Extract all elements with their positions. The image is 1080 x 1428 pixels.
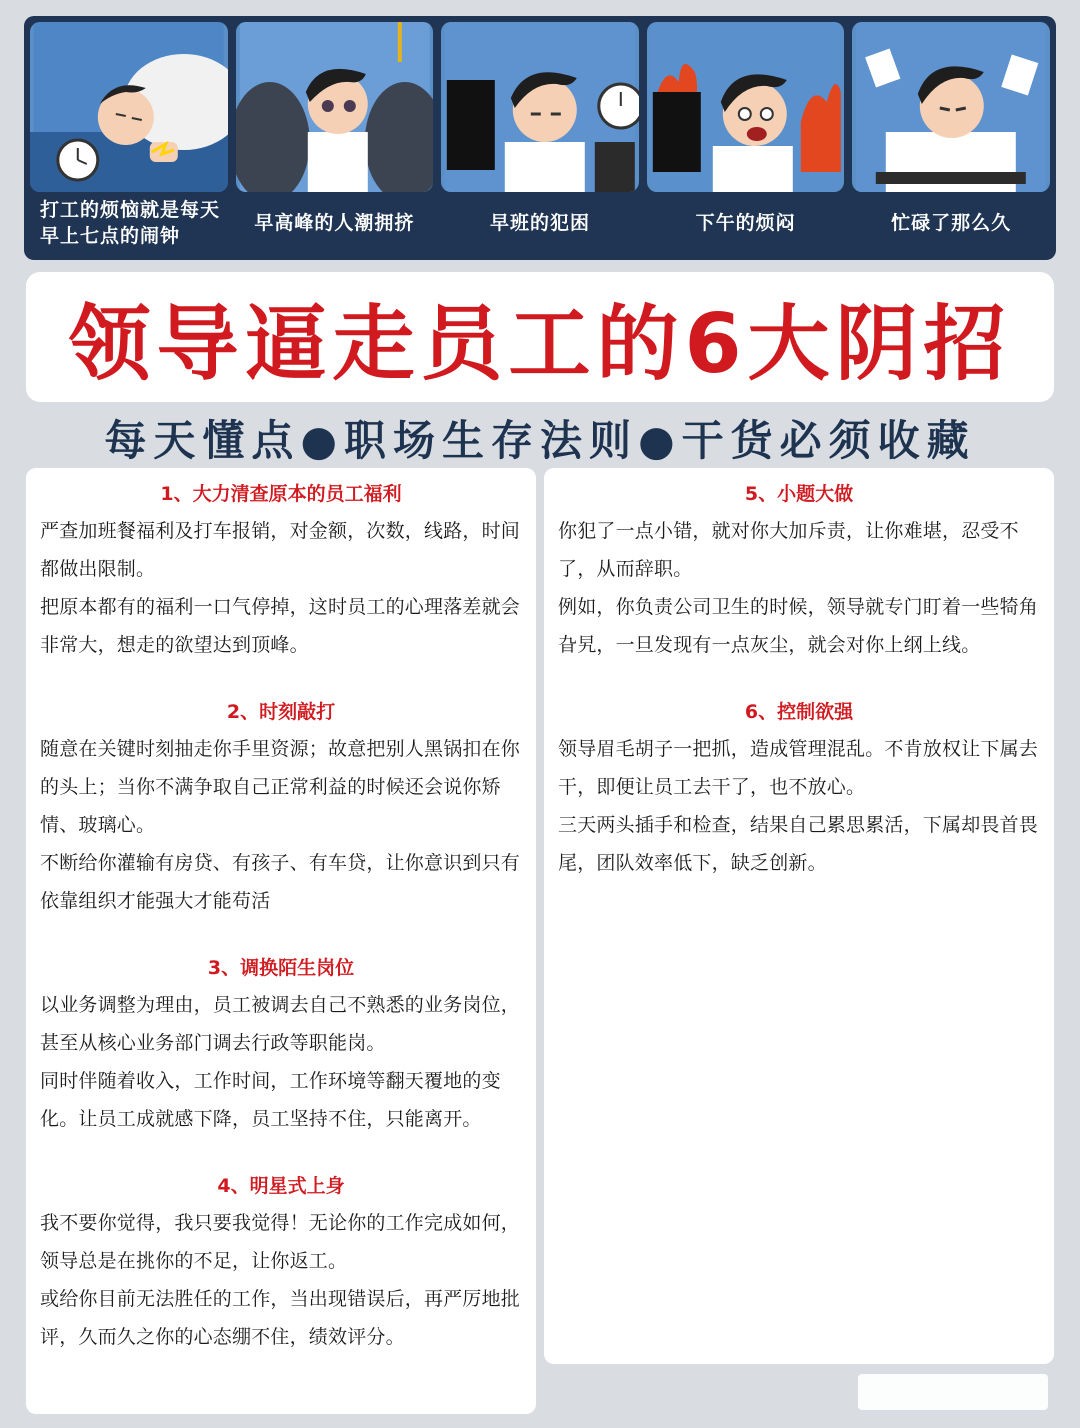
- page-title: 领导逼走员工的6大阴招: [68, 296, 1012, 392]
- sleeping-man-alarm-clock-icon: [30, 22, 228, 192]
- comic-panel-rush-hour: [236, 22, 434, 254]
- section-1: [40, 476, 522, 664]
- busy-worker-papers-icon: [852, 22, 1050, 192]
- section-paragraph: 你犯了一点小错，就对你大加斥责，让你难堪，忍受不了，从而辞职。: [558, 520, 1019, 580]
- section-4: [40, 1168, 522, 1356]
- section-paragraph: 严查加班餐福利及打车报销，对金额，次数，线路，时间都做出限制。: [40, 520, 521, 580]
- right-column: [544, 468, 1054, 1364]
- comic-panel-sleepy: [441, 22, 639, 254]
- section-paragraph: 或给你目前无法胜任的工作，当出现错误后，再严厉地批评，久而久之你的心态绷不住，绩效评分。: [40, 1288, 521, 1348]
- comic-caption: 忙碌了那么久: [891, 212, 1012, 234]
- section-2: [40, 694, 522, 920]
- section-paragraph: 不断给你灌输有房贷、有孩子、有车贷，让你意识到只有依靠组织才能强大才能苟活: [40, 852, 521, 912]
- section-heading: 6、控制欲强: [744, 701, 854, 723]
- section-3: [40, 950, 522, 1138]
- section-paragraph: 三天两头插手和检查，结果自己累思累活，下属却畏首畏尾，团队效率低下，缺乏创新。: [558, 814, 1039, 874]
- section-heading: 2、时刻敲打: [226, 701, 336, 723]
- left-column: [26, 468, 536, 1414]
- comic-illustration-busy: [852, 22, 1050, 192]
- comic-strip: [24, 16, 1056, 260]
- section-paragraph: 例如，你负责公司卫生的时候，领导就专门盯着一些犄角旮旯，一旦发现有一点灰尘，就会对你上纲上线。: [558, 596, 1039, 656]
- title-card: [26, 272, 1054, 402]
- section-paragraph: 同时伴随着收入，工作时间，工作环境等翻天覆地的变化。让员工成就感下降，员工坚持不住，只能离开。: [40, 1070, 501, 1130]
- page-subtitle: 每天懂点●职场生存法则●干货必须收藏: [104, 416, 976, 465]
- comic-caption: 下午的烦闷: [695, 212, 796, 234]
- section-heading: 5、小题大做: [744, 483, 854, 505]
- section-5: [558, 476, 1040, 664]
- comic-illustration-rush-hour: [236, 22, 434, 192]
- section-paragraph: 随意在关键时刻抽走你手里资源；故意把别人黑锅扣在你的头上；当你不满争取自己正常利益的时候还会说你矫情、玻璃心。: [40, 738, 521, 836]
- watermark-overlay: [858, 1374, 1048, 1410]
- comic-panel-alarm: [30, 22, 228, 254]
- comic-caption: 早班的犯困: [489, 212, 590, 234]
- section-paragraph: 领导眉毛胡子一把抓，造成管理混乱。不肯放权让下属去干，即便让员工去干了，也不放心。: [558, 738, 1039, 798]
- section-heading: 4、明星式上身: [217, 1175, 345, 1197]
- section-paragraph: 我不要你觉得，我只要我觉得！无论你的工作完成如何，领导总是在挑你的不足，让你返工。: [40, 1212, 521, 1272]
- comic-illustration-irritated: [647, 22, 845, 192]
- comic-panel-busy: [852, 22, 1050, 254]
- comic-illustration-sleepy: [441, 22, 639, 192]
- comic-panel-irritated: [647, 22, 845, 254]
- section-paragraph: 把原本都有的福利一口气停掉，这时员工的心理落差就会非常大，想走的欲望达到顶峰。: [40, 596, 521, 656]
- sleepy-worker-monitor-icon: [441, 22, 639, 192]
- comic-caption: 早高峰的人潮拥挤: [254, 212, 415, 234]
- angry-worker-flames-icon: [647, 22, 845, 192]
- crowded-commuter-icon: [236, 22, 434, 192]
- section-heading: 3、调换陌生岗位: [207, 957, 355, 979]
- section-heading: 1、大力清查原本的员工福利: [160, 483, 402, 505]
- section-6: [558, 694, 1040, 882]
- comic-caption: 打工的烦恼就是每天早上七点的闹钟: [40, 199, 221, 247]
- section-paragraph: 以业务调整为理由，员工被调去自己不熟悉的业务岗位，甚至从核心业务部门调去行政等职能岗。: [40, 994, 521, 1054]
- comic-illustration-alarm: [30, 22, 228, 192]
